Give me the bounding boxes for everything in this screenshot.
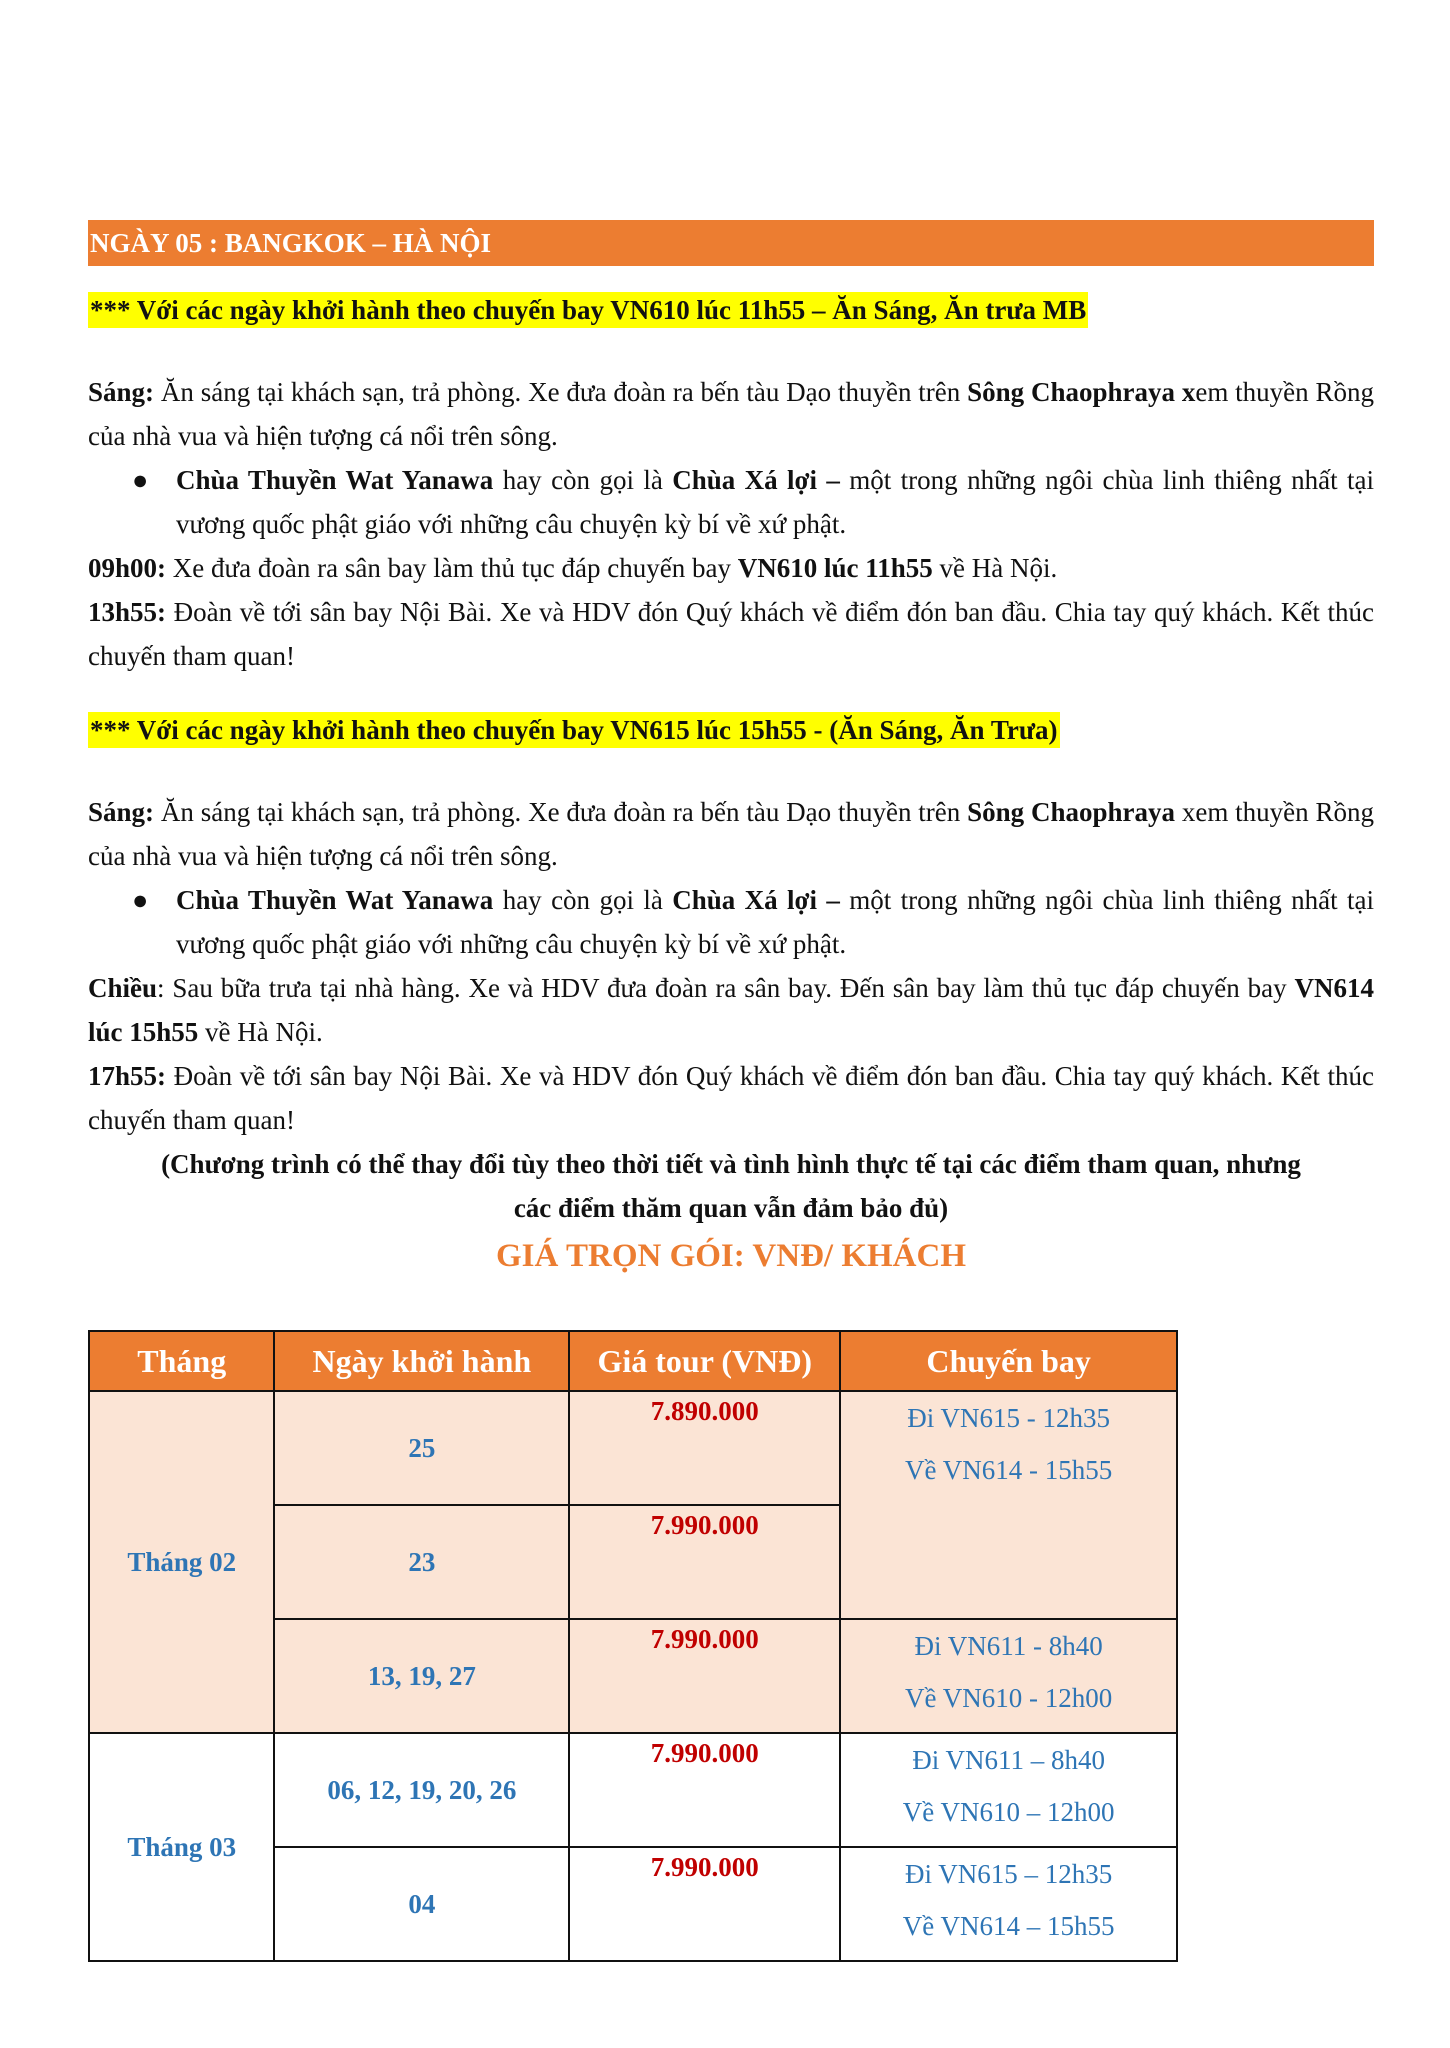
option1-time-1 <box>88 546 1374 590</box>
header-flight: Chuyến bay <box>840 1331 1177 1391</box>
date-cell: 06, 12, 19, 20, 26 <box>274 1733 569 1847</box>
month-cell: Tháng 02 <box>89 1391 274 1733</box>
bullet-text-2: một trong những ngôi chùa linh thiêng nhất tại vương quốc phật giáo với những câu chuyện kỳ bí về xứ phật. <box>176 465 1374 539</box>
table-header-row <box>89 1331 1177 1391</box>
option2-heading: *** Với các ngày khởi hành theo chuyến bay VN615 lúc 15h55 - (Ăn Sáng, Ăn Trưa) <box>88 712 1060 748</box>
time-bold: VN610 lúc 11h55 <box>737 553 933 583</box>
time-text: Đoàn về tới sân bay Nội Bài. Xe và HDV đón Quý khách về điểm đón ban đầu. Chia tay quý khách. Kết thúc chuyến tham quan! <box>88 597 1374 671</box>
table-row <box>89 1391 1177 1505</box>
option2-afternoon <box>88 966 1374 1054</box>
day-banner: NGÀY 05 : BANGKOK – HÀ NỘI <box>88 220 1374 266</box>
header-price: Giá tour (VNĐ) <box>569 1331 840 1391</box>
flight-go: Đi VN611 - 8h40 <box>914 1631 1103 1661</box>
option1-bullet <box>88 458 1374 546</box>
flight-back: Về VN614 - 15h55 <box>905 1455 1113 1485</box>
header-month: Tháng <box>89 1331 274 1391</box>
morning-bold: Sông Chaophraya <box>967 797 1176 827</box>
time-text: Xe đưa đoàn ra sân bay làm thủ tục đáp chuyến bay <box>166 553 738 583</box>
flight-go: Đi VN615 - 12h35 <box>907 1403 1111 1433</box>
option1-heading: *** Với các ngày khởi hành theo chuyến bay VN610 lúc 11h55 – Ăn Sáng, Ăn trưa MB <box>88 292 1088 328</box>
option2-morning <box>88 790 1374 878</box>
note-line-2: các điểm thăm quan vẫn đảm bảo đủ) <box>513 1193 949 1223</box>
bullet-dot: ● <box>132 885 149 915</box>
option2-bullet <box>88 878 1374 966</box>
flight-back: Về VN614 – 15h55 <box>902 1911 1115 1941</box>
header-date: Ngày khởi hành <box>274 1331 569 1391</box>
flight-cell <box>840 1619 1177 1733</box>
afternoon-text: : Sau bữa trưa tại nhà hàng. Xe và HDV đưa đoàn ra sân bay. Đến sân bay làm thủ tục đáp chuyến bay <box>157 973 1295 1003</box>
morning-label: Sáng: <box>88 377 155 407</box>
table-row <box>89 1733 1177 1847</box>
flight-cell <box>840 1847 1177 1961</box>
price-cell: 7.990.000 <box>569 1733 840 1847</box>
morning-label: Sáng: <box>88 797 155 827</box>
price-cell: 7.990.000 <box>569 1847 840 1961</box>
bullet-text-2: một trong những ngôi chùa linh thiêng nhất tại vương quốc phật giáo với những câu chuyện kỳ bí về xứ phật. <box>176 885 1374 959</box>
option1-time-2 <box>88 590 1374 678</box>
flight-cell <box>840 1733 1177 1847</box>
bullet-dot: ● <box>132 465 149 495</box>
bullet-bold-1: Chùa Thuyền Wat Yanawa <box>176 885 494 915</box>
bullet-text-1: hay còn gọi là <box>493 885 673 915</box>
afternoon-label: Chiều <box>88 973 158 1003</box>
bullet-bold-2: Chùa Xá lợi – <box>672 465 840 495</box>
option2-time-2 <box>88 1054 1374 1142</box>
price-title: GIÁ TRỌN GÓI: VNĐ/ KHÁCH <box>496 1238 966 1274</box>
date-cell: 13, 19, 27 <box>274 1619 569 1733</box>
time-label: 17h55: <box>88 1061 167 1091</box>
afternoon-bold: VN614 lúc 15h55 <box>88 973 1374 1047</box>
morning-text-2: em thuyền Rồng của nhà vua và hiện tượng cá nổi trên sông. <box>88 377 1374 451</box>
price-cell: 7.890.000 <box>569 1391 840 1505</box>
note-line-1: (Chương trình có thể thay đổi tùy theo thời tiết và tình hình thực tế tại các điểm tham quan, nhưng <box>161 1149 1301 1179</box>
flight-go: Đi VN611 – 8h40 <box>912 1745 1106 1775</box>
bullet-text <box>176 458 1374 546</box>
bullet-text-1: hay còn gọi là <box>493 465 673 495</box>
bullet-bold-1: Chùa Thuyền Wat Yanawa <box>176 465 494 495</box>
option1-morning <box>88 370 1374 458</box>
time-text: Đoàn về tới sân bay Nội Bài. Xe và HDV đón Quý khách về điểm đón ban đầu. Chia tay quý khách. Kết thúc chuyến tham quan! <box>88 1061 1374 1135</box>
time-label: 13h55: <box>88 597 167 627</box>
bullet-bold-2: Chùa Xá lợi – <box>672 885 840 915</box>
flight-go: Đi VN615 – 12h35 <box>905 1859 1113 1889</box>
date-cell: 25 <box>274 1391 569 1505</box>
flight-back: Về VN610 - 12h00 <box>905 1683 1113 1713</box>
date-cell: 04 <box>274 1847 569 1961</box>
month-cell: Tháng 03 <box>89 1733 274 1961</box>
time-text-2: về Hà Nội. <box>932 553 1058 583</box>
afternoon-text-2: về Hà Nội. <box>198 1017 323 1047</box>
date-cell: 23 <box>274 1505 569 1619</box>
price-table <box>88 1330 1178 1962</box>
morning-bold: Sông Chaophraya x <box>967 377 1196 407</box>
time-label: 09h00: <box>88 553 167 583</box>
morning-text: Ăn sáng tại khách sạn, trả phòng. Xe đưa đoàn ra bến tàu Dạo thuyền trên <box>154 377 968 407</box>
flight-cell <box>840 1391 1177 1619</box>
morning-text-2: xem thuyền Rồng của nhà vua và hiện tượng cá nổi trên sông. <box>88 797 1374 871</box>
price-cell: 7.990.000 <box>569 1505 840 1619</box>
flight-back: Về VN610 – 12h00 <box>902 1797 1115 1827</box>
morning-text: Ăn sáng tại khách sạn, trả phòng. Xe đưa đoàn ra bến tàu Dạo thuyền trên <box>154 797 968 827</box>
price-cell: 7.990.000 <box>569 1619 840 1733</box>
bullet-text <box>176 878 1374 966</box>
